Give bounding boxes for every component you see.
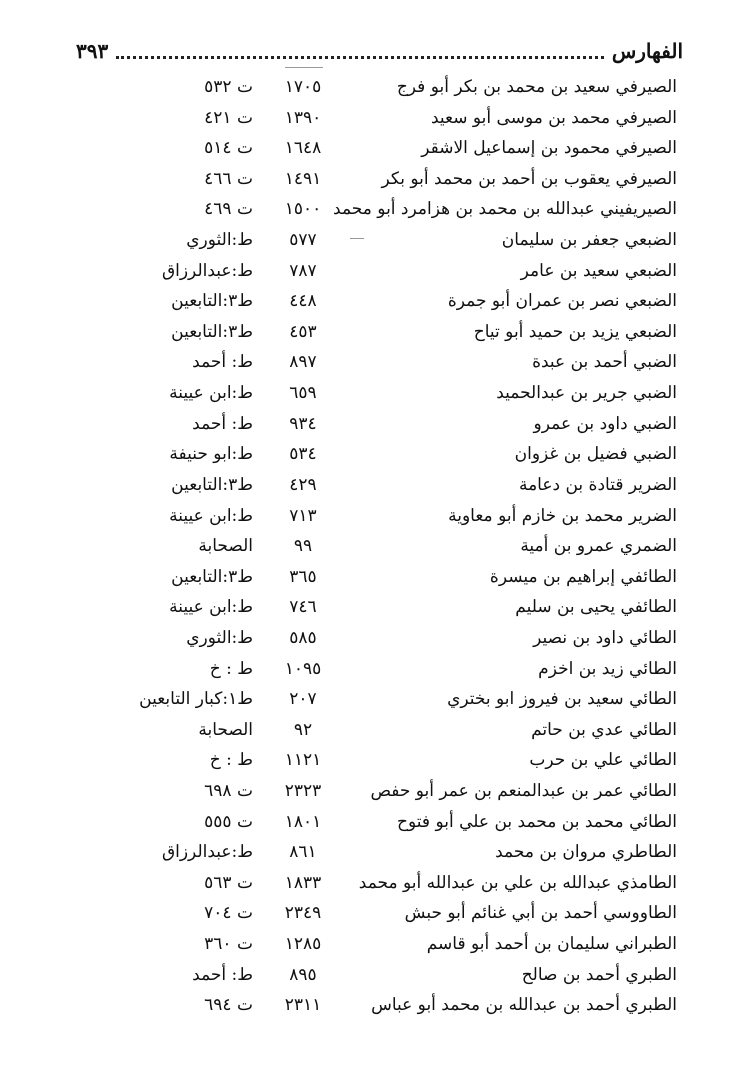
entry-number: ٥٨٥ xyxy=(289,627,317,648)
entry-number: ٣٦٥ xyxy=(289,566,317,587)
entry-reference: ط:ابن عيينة xyxy=(169,383,253,404)
entry-name: الضبعي نصر بن عمران أبو جمرة xyxy=(447,291,677,312)
entry-reference: ت ٦٩٤ xyxy=(204,995,253,1016)
index-entry-row xyxy=(0,654,743,685)
entry-number: ١٥٠٠ xyxy=(284,199,322,220)
entry-number: ٥٧٧ xyxy=(289,230,317,251)
entry-name: الطائي سعيد بن فيروز ابو بختري xyxy=(447,689,677,710)
entry-name: الطبراني سليمان بن أحمد أبو قاسم xyxy=(426,934,677,955)
index-entry-row xyxy=(0,133,743,164)
entry-name: الضبعي سعيد بن عامر xyxy=(520,260,677,281)
entry-name: الضبعي يزيد بن حميد أبو تياح xyxy=(473,321,677,342)
entry-number: ٧٨٧ xyxy=(289,260,317,281)
index-entry-row xyxy=(0,531,743,562)
entry-name: الضبي جرير بن عبدالحميد xyxy=(496,383,677,404)
entry-number: ٥٣٤ xyxy=(289,444,317,465)
index-entry-row xyxy=(0,103,743,134)
entry-number: ١٠٩٥ xyxy=(284,658,322,679)
entry-number: ٤٥٣ xyxy=(289,321,317,342)
entry-reference: الصحابة xyxy=(198,536,253,557)
entry-number: ٨٩٥ xyxy=(289,964,317,985)
entry-name: الضبي أحمد بن عبدة xyxy=(532,352,677,373)
entry-number: ١٣٩٠ xyxy=(284,107,322,128)
entry-number: ١٤٩١ xyxy=(284,168,322,189)
entry-name: الطائي داود بن نصير xyxy=(533,627,677,648)
entry-name: الطائي علي بن حرب xyxy=(529,750,677,771)
index-entries-list xyxy=(0,72,743,1021)
index-entry-row xyxy=(0,623,743,654)
entry-reference: ط:الثوري xyxy=(186,230,253,251)
entry-name: الصيرفي سعيد بن محمد بن بكر أبو فرج xyxy=(396,77,677,97)
entry-name: الطاطري مروان بن محمد xyxy=(495,842,677,863)
entry-name: الضمري عمرو بن أمية xyxy=(520,536,677,557)
entry-reference: ت ٦٩٨ xyxy=(204,781,253,802)
entry-reference: ط : خ xyxy=(209,750,253,771)
entry-name: الصيرفي يعقوب بن أحمد بن محمد أبو بكر xyxy=(381,168,677,189)
entry-reference: ط: أحمد xyxy=(192,413,253,434)
entry-reference: ت ٥١٤ xyxy=(204,138,253,159)
entry-number: ٤٤٨ xyxy=(289,291,317,312)
entry-number: ٨٦١ xyxy=(289,842,317,863)
entry-reference: ط: أحمد xyxy=(192,964,253,985)
index-entry-row xyxy=(0,745,743,776)
entry-name: الطائي عمر بن عبدالمنعم بن عمر أبو حفص xyxy=(370,781,677,802)
index-entry-row xyxy=(0,72,743,103)
index-entry-row xyxy=(0,439,743,470)
entry-number: ٢٣١١ xyxy=(284,995,322,1016)
entry-reference: ت ٤٢١ xyxy=(204,107,253,128)
entry-name: الطامذي عبدالله بن علي بن عبدالله أبو محمد xyxy=(358,872,677,893)
entry-name: الطبري أحمد بن عبدالله بن محمد أبو عباس xyxy=(371,995,677,1016)
entry-number: ١٧٠٥ xyxy=(284,77,322,97)
entry-number: ٦٥٩ xyxy=(289,383,317,404)
entry-name: الضرير محمد بن خازم أبو معاوية xyxy=(448,505,677,526)
index-entry-row xyxy=(0,868,743,899)
index-entry-row xyxy=(0,470,743,501)
entry-number: ١٨٠١ xyxy=(284,811,322,832)
entry-reference: ت ٥٥٥ xyxy=(204,811,253,832)
entry-reference: ط : خ xyxy=(209,658,253,679)
entry-name: الطائي محمد بن محمد بن علي أبو فتوح xyxy=(397,811,677,832)
entry-reference: ط:الثوري xyxy=(186,627,253,648)
entry-name: الطائي زيد بن اخزم xyxy=(538,658,677,679)
entry-name: الضبعي جعفر بن سليمان xyxy=(501,230,677,251)
entry-name: الضرير قتادة بن دعامة xyxy=(518,474,677,495)
entry-reference: الصحابة xyxy=(198,719,253,740)
entry-number: ٢٣٢٣ xyxy=(284,781,322,802)
index-entry-row xyxy=(0,837,743,868)
entry-reference: ط:عبدالرزاق xyxy=(161,260,253,281)
entry-number: ١٢٨٥ xyxy=(284,934,322,955)
entry-number: ٩٩ xyxy=(293,536,313,557)
page-header xyxy=(76,36,683,66)
index-entry-row xyxy=(0,960,743,991)
entry-number: ٧١٣ xyxy=(289,505,317,526)
index-entry-row xyxy=(0,164,743,195)
entry-number: ٧٤٦ xyxy=(289,597,317,618)
index-entry-row xyxy=(0,684,743,715)
index-entry-row xyxy=(0,929,743,960)
print-mark xyxy=(285,67,323,68)
entry-name: الطاووسي أحمد بن أبي غنائم أبو حبش xyxy=(404,903,677,924)
entry-reference: ط: أحمد xyxy=(192,352,253,373)
entry-reference: ط:ابن عيينة xyxy=(169,597,253,618)
entry-reference: ت ٥٦٣ xyxy=(204,872,253,893)
index-entry-row xyxy=(0,715,743,746)
index-entry-row xyxy=(0,562,743,593)
entry-name: الطائي عدي بن حاتم xyxy=(531,719,677,740)
index-entry-row xyxy=(0,317,743,348)
entry-reference: ط٣:التابعين xyxy=(171,321,253,342)
entry-reference: ط:ابو حنيفة xyxy=(169,444,253,465)
entry-reference: ت ٤٦٦ xyxy=(204,168,253,189)
index-entry-row xyxy=(0,194,743,225)
index-entry-row xyxy=(0,807,743,838)
entry-reference: ت ٧٠٤ xyxy=(204,903,253,924)
entry-reference: ط١:كبار التابعين xyxy=(139,689,253,710)
entry-reference: ط٣:التابعين xyxy=(171,291,253,312)
index-entry-row xyxy=(0,898,743,929)
entry-number: ٩٢ xyxy=(293,719,313,740)
index-entry-row xyxy=(0,286,743,317)
index-entry-row xyxy=(0,256,743,287)
entry-number: ١٦٤٨ xyxy=(284,138,322,159)
entry-reference: ت ٥٣٢ xyxy=(204,77,253,97)
index-entry-row xyxy=(0,592,743,623)
index-entry-row xyxy=(0,776,743,807)
entry-number: ٩٣٤ xyxy=(289,413,317,434)
entry-name: الطائفي يحيى بن سليم xyxy=(515,597,677,618)
page-number: ٣٩٣ xyxy=(76,39,109,63)
entry-name: الصيرفي محمد بن موسى أبو سعيد xyxy=(430,107,677,128)
index-entry-row xyxy=(0,347,743,378)
entry-name: الصيرفي محمود بن إسماعيل الاشقر xyxy=(421,138,677,159)
entry-reference: ط:عبدالرزاق xyxy=(161,842,253,863)
entry-number: ٢٠٧ xyxy=(289,689,317,710)
index-entry-row xyxy=(0,990,743,1021)
entry-reference: ط:ابن عيينة xyxy=(169,505,253,526)
entry-reference: ط٣:التابعين xyxy=(171,566,253,587)
entry-name: الضبي داود بن عمرو xyxy=(533,413,677,434)
entry-name: الطبري أحمد بن صالح xyxy=(521,964,677,985)
entry-reference: ت ٤٦٩ xyxy=(204,199,253,220)
entry-number: ٢٣٤٩ xyxy=(284,903,322,924)
entry-reference: ت ٣٦٠ xyxy=(204,934,253,955)
section-title: الفهارس xyxy=(611,39,683,63)
entry-name: الطائفي إبراهيم بن ميسرة xyxy=(489,566,677,587)
entry-number: ٨٩٧ xyxy=(289,352,317,373)
entry-number: ١١٢١ xyxy=(284,750,322,771)
entry-name: الضبي فضيل بن غزوان xyxy=(514,444,677,465)
index-entry-row xyxy=(0,225,743,256)
entry-number: ٤٢٩ xyxy=(289,474,317,495)
entry-reference: ط٣:التابعين xyxy=(171,474,253,495)
index-entry-row xyxy=(0,501,743,532)
entry-name: الصيريفيني عبدالله بن محمد بن هزامرد أبو محمد xyxy=(333,199,677,220)
entry-number: ١٨٣٣ xyxy=(284,872,322,893)
index-entry-row xyxy=(0,409,743,440)
dotted-leader xyxy=(116,36,604,59)
index-entry-row xyxy=(0,378,743,409)
